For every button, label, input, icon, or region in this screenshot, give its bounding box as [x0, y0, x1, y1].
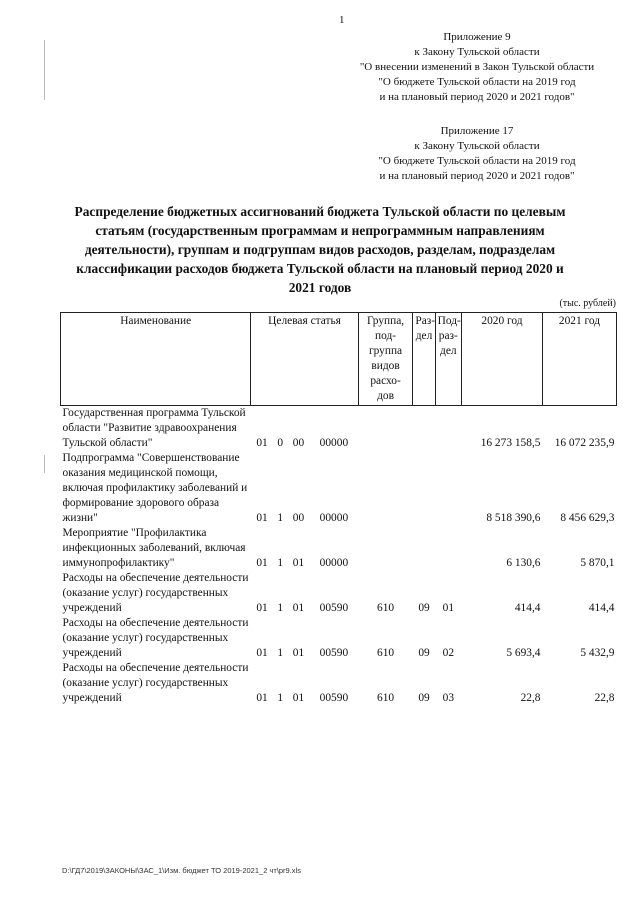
expense-group-cell	[358, 406, 413, 452]
target-code-cell: 1	[277, 602, 284, 614]
expense-group-cell: 610	[377, 647, 395, 659]
target-code-cell: 00000	[319, 437, 349, 449]
target-code-cell: 1	[277, 557, 284, 569]
table-row	[61, 571, 617, 616]
appendix-line: Приложение 9	[443, 31, 511, 43]
target-code-cell: 01	[256, 437, 268, 449]
target-code-cell: 01	[256, 692, 268, 704]
header-name: Наименование	[61, 313, 251, 406]
appendix-line: "О внесении изменений в Закон Тульской области	[359, 61, 595, 73]
header-year-2021: 2021 год	[543, 313, 617, 406]
section-cell	[413, 406, 435, 452]
amount-2021-cell: 5 870,1	[580, 557, 615, 569]
appendix-9-note	[352, 30, 602, 105]
header-subsection: Под- раз- дел	[435, 313, 461, 406]
row-name-cell: Расходы на обеспечение деятельности (оказание услуг) государственных учреждений	[62, 662, 249, 704]
subsection-cell: 02	[442, 647, 455, 659]
row-name-cell: Расходы на обеспечение деятельности (оказание услуг) государственных учреждений	[62, 617, 249, 659]
scan-margin-mark	[44, 40, 45, 100]
subsection-cell	[435, 406, 461, 452]
table-row	[61, 406, 617, 452]
amount-2021-cell: 22,8	[594, 692, 615, 704]
table-row	[61, 451, 617, 526]
section-cell: 09	[418, 602, 430, 614]
amount-2020-cell: 8 518 390,6	[486, 512, 541, 524]
target-code-cell: 00	[292, 437, 305, 449]
target-code-cell: 00	[292, 512, 305, 524]
target-code-cell: 1	[277, 692, 284, 704]
table-row	[61, 526, 617, 571]
expense-group-cell	[358, 451, 413, 526]
table-header-row	[61, 313, 617, 406]
appendix-line: к Закону Тульской области	[414, 140, 540, 152]
row-name-cell: Подпрограмма "Совершенствование оказания медицинской помощи, включая профилактику заболеваний и формирование здорового образа жизни"	[62, 452, 248, 524]
table-row	[61, 661, 617, 706]
target-code-cell: 01	[292, 557, 305, 569]
target-code-cell: 01	[256, 602, 268, 614]
document-title: Распределение бюджетных ассигнований бюджета Тульской области по целевым статьям (государственным программам и непрограммным направлениям деятельности), группам и подгруппам видов расходов, разделам, подразделам классификации расходов бюджета Тульской области на плановый период 2020 и 2021 годов	[74, 204, 566, 295]
amount-2020-cell: 414,4	[514, 602, 541, 614]
header-year-2020: 2020 год	[461, 313, 542, 406]
section-cell	[413, 526, 435, 571]
subsection-cell	[435, 526, 461, 571]
target-code-cell: 01	[292, 692, 305, 704]
section-cell: 09	[418, 647, 430, 659]
subsection-cell	[435, 451, 461, 526]
target-code-cell: 1	[277, 647, 284, 659]
target-code-cell: 00590	[319, 647, 349, 659]
row-name-cell: Мероприятие "Профилактика инфекционных заболеваний, включая иммунопрофилактику"	[62, 527, 246, 569]
amount-2021-cell: 414,4	[588, 602, 615, 614]
header-section: Раз- дел	[413, 313, 435, 406]
file-path-footer: D:\ГД7\2019\ЗАКОНЫ\ЗАС_1\Изм. бюджет ТО 2019-2021_2 чт\pr9.xls	[62, 866, 301, 875]
amount-2021-cell: 16 072 235,9	[554, 437, 615, 449]
subsection-cell: 03	[442, 692, 455, 704]
budget-table	[60, 312, 617, 706]
section-cell: 09	[418, 692, 430, 704]
appendix-17-note	[352, 124, 602, 184]
target-code-cell: 1	[277, 512, 284, 524]
expense-group-cell	[358, 526, 413, 571]
target-code-cell: 01	[256, 557, 268, 569]
subsection-cell: 01	[442, 602, 455, 614]
target-code-cell: 00000	[319, 557, 349, 569]
section-cell	[413, 451, 435, 526]
target-code-cell: 0	[277, 437, 284, 449]
appendix-line: и на плановый период 2020 и 2021 годов"	[379, 91, 575, 103]
target-code-cell: 01	[292, 602, 305, 614]
appendix-line: к Закону Тульской области	[414, 46, 540, 58]
header-target-article: Целевая статья	[251, 313, 358, 406]
amount-2020-cell: 6 130,6	[506, 557, 541, 569]
target-code-cell: 00590	[319, 692, 349, 704]
page-number: 1	[339, 14, 345, 26]
amount-2020-cell: 16 273 158,5	[480, 437, 541, 449]
target-code-cell: 01	[256, 512, 268, 524]
scan-margin-mark	[44, 455, 45, 473]
expense-group-cell: 610	[377, 692, 395, 704]
table-row	[61, 616, 617, 661]
amount-2020-cell: 22,8	[520, 692, 541, 704]
target-code-cell: 00000	[319, 512, 349, 524]
row-name-cell: Государственная программа Тульской области "Развитие здравоохранения Тульской области"	[62, 407, 246, 449]
amount-2021-cell: 8 456 629,3	[560, 512, 615, 524]
header-expense-group: Группа, под- группа видов расхо- дов	[358, 313, 413, 406]
target-code-cell: 01	[256, 647, 268, 659]
appendix-line: "О бюджете Тульской области на 2019 год	[378, 155, 576, 167]
appendix-line: и на плановый период 2020 и 2021 годов"	[379, 170, 575, 182]
expense-group-cell: 610	[377, 602, 395, 614]
amount-2020-cell: 5 693,4	[506, 647, 541, 659]
units-label: (тыс. рублей)	[559, 298, 616, 309]
appendix-line: Приложение 17	[440, 125, 514, 137]
appendix-line: "О бюджете Тульской области на 2019 год	[378, 76, 576, 88]
target-code-cell: 00590	[319, 602, 349, 614]
target-code-cell: 01	[292, 647, 305, 659]
row-name-cell: Расходы на обеспечение деятельности (оказание услуг) государственных учреждений	[62, 572, 249, 614]
amount-2021-cell: 5 432,9	[580, 647, 615, 659]
